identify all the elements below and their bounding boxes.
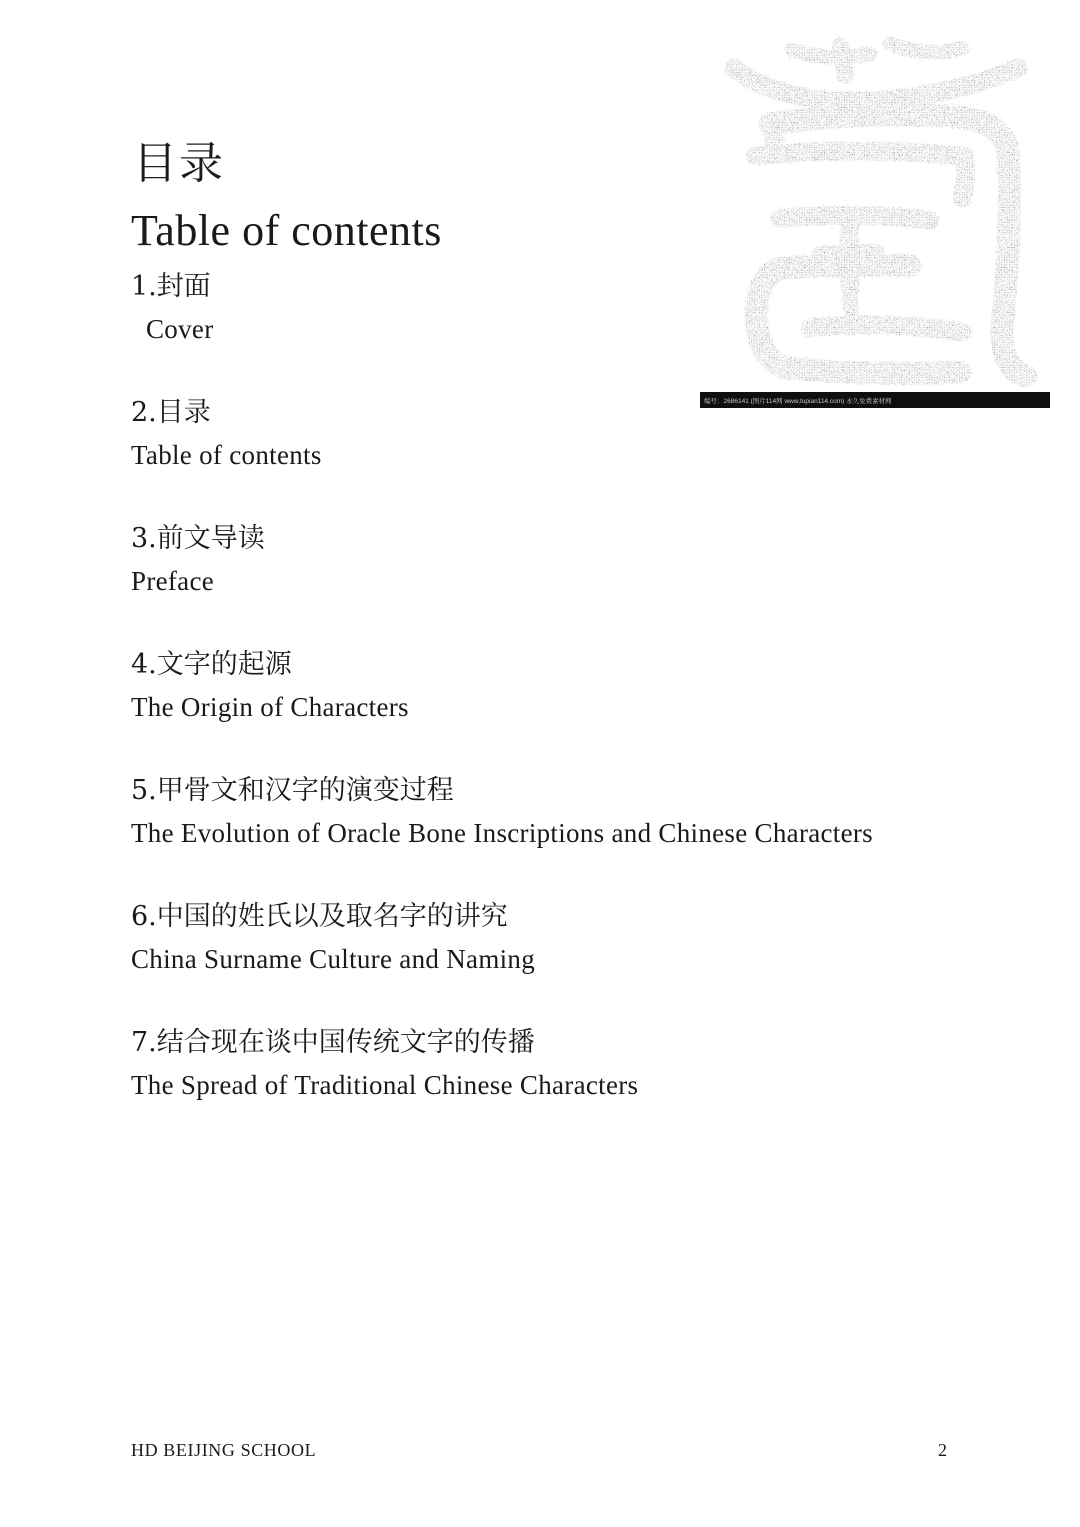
ancient-seal-script-character-icon <box>700 28 1050 408</box>
toc-item-english: The Spread of Traditional Chinese Characters <box>131 1070 639 1100</box>
toc-item-chinese: 2.目录 <box>131 397 211 428</box>
toc-item-chinese: 7.结合现在谈中国传统文字的传播 <box>131 1027 535 1058</box>
page-number: 2 <box>938 1440 947 1460</box>
toc-item-english: The Evolution of Oracle Bone Inscriptions and Chinese Characters <box>131 818 873 848</box>
toc-item-english: Cover <box>146 314 214 344</box>
page-title-chinese: 目录 <box>133 138 225 189</box>
toc-item-origin[interactable] <box>131 644 991 770</box>
toc-item-spread[interactable] <box>131 1022 991 1148</box>
toc-item-english: Preface <box>131 566 215 596</box>
toc-item-chinese: 3.前文导读 <box>131 523 265 554</box>
toc-item-evolution[interactable] <box>131 770 991 896</box>
toc-item-chinese: 5.甲骨文和汉字的演变过程 <box>131 775 454 806</box>
toc-item-chinese: 1.封面 <box>131 271 211 302</box>
toc-item-chinese: 6.中国的姓氏以及取名字的讲究 <box>131 901 508 932</box>
toc-item-surname[interactable] <box>131 896 991 1022</box>
toc-item-contents[interactable] <box>131 392 991 518</box>
toc-item-chinese: 4.文字的起源 <box>131 649 292 680</box>
page-title-english: Table of contents <box>131 206 442 255</box>
toc-item-preface[interactable] <box>131 518 991 644</box>
footer-school-name: HD BEIJING SCHOOL <box>131 1440 317 1460</box>
seal-strokes <box>734 44 1026 376</box>
seal-caption: 编号：2686141 (图片114网 www.tupian114.com) 永久免费素材网 <box>704 398 892 405</box>
toc-item-english: The Origin of Characters <box>131 692 409 722</box>
toc-item-english: Table of contents <box>131 440 322 470</box>
toc-item-english: China Surname Culture and Naming <box>131 944 536 974</box>
